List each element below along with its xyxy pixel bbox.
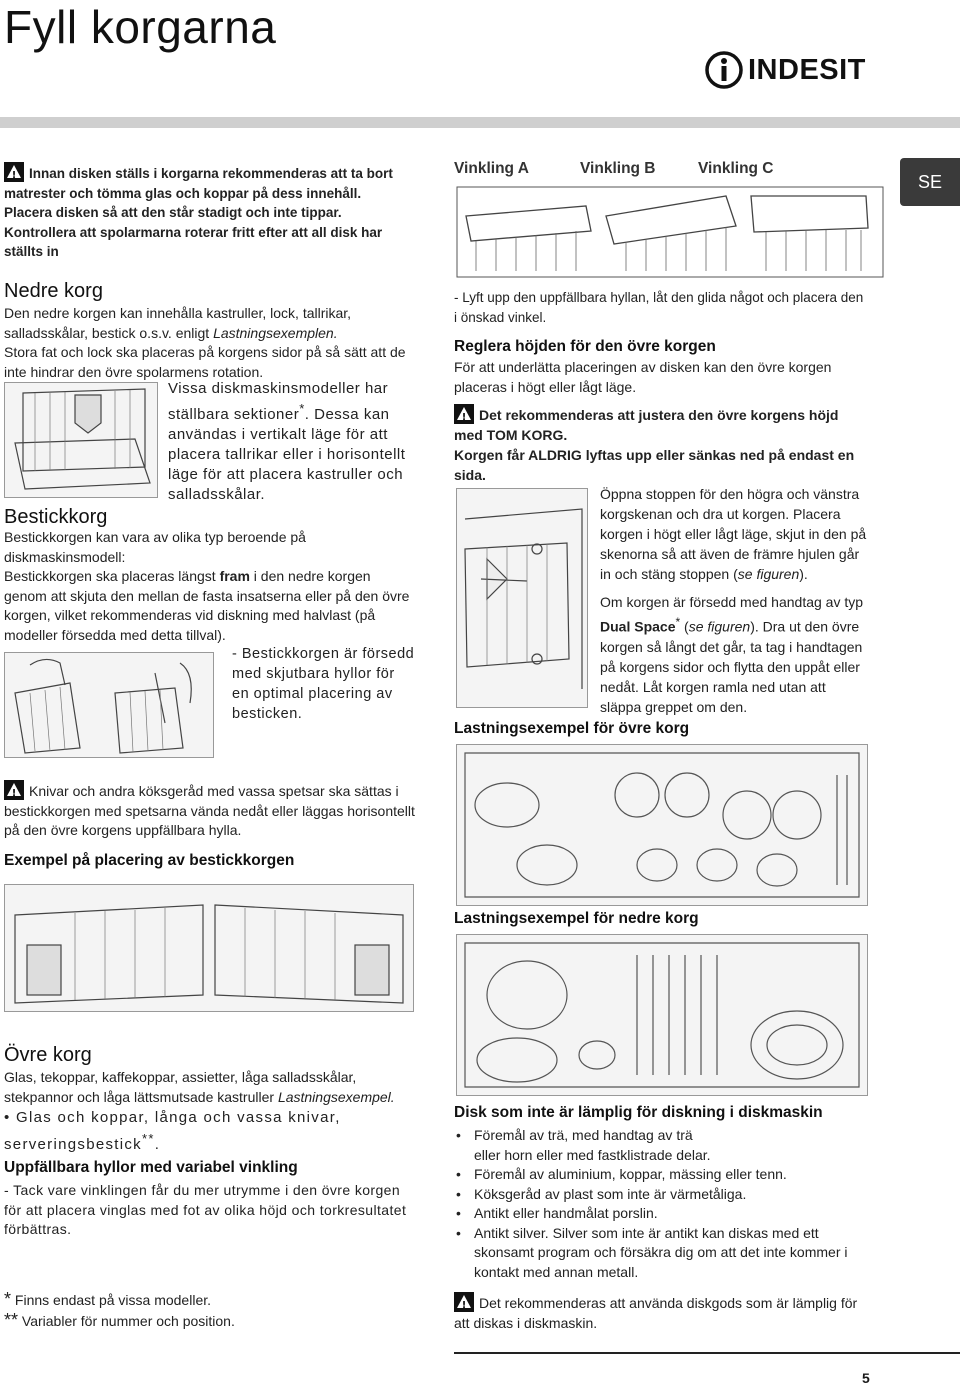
section-heading-last-ovre: Lastningsexempel för övre korg (454, 720, 690, 737)
footnotes (4, 1290, 416, 1331)
list-item: • Föremål av trä, med handtag av trä (454, 1126, 868, 1146)
footnote-2: Variabler för nummer och position. (18, 1312, 235, 1329)
bestick-p3: - Bestickkorgen är försedd med skjutbara hyllor för en optimal placering av besticken. (232, 646, 415, 722)
dual-bold: Dual Space (600, 618, 676, 635)
basket-height-figure (456, 488, 588, 708)
angle-label-a: Vinkling A (454, 160, 529, 177)
angle-label-b: Vinkling B (580, 160, 656, 177)
ovre-korg-text (4, 1068, 416, 1155)
header-bar (0, 117, 960, 128)
page-title: Fyll korgarna (4, 1, 277, 53)
intro-warning: Innan disken ställs i korgarna rekommenderas att ta bort matrester och tömma glas och koppar på dess innehåll. (4, 166, 393, 201)
upper-loading-figure (456, 744, 868, 906)
list-item: • Köksgeråd av plast som inte är värmetåliga. (454, 1185, 868, 1205)
aldrig-text: Korgen får ALDRIG lyftas upp eller sänkas ned på endast en sida. (454, 447, 855, 483)
list-item: • Antikt silver. Silver som inte är antikt kan diskas med ett skonsamt program och försäkra dig om att det inte kommer i kontakt med annan metall. (454, 1224, 868, 1283)
dual-text: Om korgen är försedd med handtag av typ (600, 594, 864, 610)
ovre-bullet-star: ** (141, 1131, 155, 1146)
bestick-p1: Bestickkorgen kan vara av olika typ beroende på diskmaskinsmodell: (4, 529, 306, 565)
warning-icon (454, 404, 474, 424)
intro-line-3: Kontrollera att spolarmarna roterar fritt efter att all disk har ställts in (4, 224, 383, 259)
warning-icon (454, 1292, 474, 1312)
nedre-p1-italic: Lastningsexemplen. (213, 324, 338, 341)
section-heading-bestickkorg: Bestickkorg (4, 506, 108, 528)
section-heading-disk: Disk som inte är lämplig för diskning i diskmaskin (454, 1104, 823, 1121)
cutlery-basket-figure (4, 652, 214, 758)
intro-block (4, 162, 416, 262)
section-heading-exempel: Exempel på placering av bestickkorgen (4, 852, 295, 869)
list-item: • Antikt eller handmålat porslin. (454, 1204, 868, 1224)
bestick-p2: Bestickkorgen ska placeras längst (4, 568, 220, 584)
ovre-p1-italic: Lastningsexempel. (277, 1088, 395, 1105)
right-lyft: - Lyft upp den uppfällbara hyllan, låt den glida något och placera den i önskad vinkel. (454, 290, 864, 325)
section-heading-nedre-korg: Nedre korg (4, 280, 103, 302)
brand-logo (704, 48, 870, 92)
warn-diskgods: Det rekommenderas att använda diskgods som är lämplig för att diskas i diskmaskin. (454, 1295, 858, 1331)
dual-star: * (675, 615, 681, 629)
ovre-bullet: • Glas och koppar, långa och vassa knivar, serveringsbestick (4, 1109, 341, 1153)
reglera-p: För att underlätta placeringen av disken kan den övre korgen placeras i högt eller lågt läge. (454, 359, 832, 395)
nedre-korg-text (4, 304, 416, 382)
warning-icon (4, 780, 24, 800)
disk-list-block (454, 1126, 868, 1282)
ovre-p1: Glas, tekoppar, kaffekoppar, assietter, låga salladsskålar, stekpannor och låga lättsmutsade kastruller (4, 1069, 357, 1105)
warn-tom-korg: Det rekommenderas att justera den övre korgens höjd med TOM KORG. (454, 407, 839, 443)
footnote-1-mark: * (4, 1289, 12, 1309)
dual-space-block (600, 592, 868, 717)
unsuitable-list (454, 1126, 868, 1282)
bestickkorg-text (4, 528, 416, 645)
oppna-end: ). (799, 566, 808, 582)
reglera-text (454, 358, 868, 397)
footnote-2-mark: ** (4, 1309, 19, 1330)
diskgods-warning-block (454, 1292, 868, 1333)
indesit-i-icon (704, 48, 744, 92)
angle-label-c: Vinkling C (698, 160, 774, 177)
uppfallbara-p1: - Tack vare vinklingen får du mer utrymme i den övre korgen för att placera vinglas med fot av olika höjd och torkresultatet förbättras. (4, 1182, 407, 1237)
ovre-bullet-end: . (154, 1136, 161, 1153)
nedre-p3-b: . Dessa kan användas i vertikalt läge för att placera tallrikar eller i horisontellt läge för att placera kastruller och salladsskålar. (168, 406, 406, 503)
nedre-p3-star: * (299, 401, 305, 416)
footnote-1: Finns endast på vissa modeller. (11, 1292, 212, 1308)
nedre-p3-block (168, 379, 416, 505)
brand-name: INDESIT (748, 54, 866, 86)
footer-rule (454, 1352, 960, 1354)
intro-line-2: Placera disken så att den står stadigt och inte tippar. (4, 205, 342, 220)
lower-basket-figure (4, 382, 158, 498)
dual-rest: ). Dra ut den övre korgen så långt det går, ta tag i handtagen på korgens sidor och flytta den uppåt eller nedåt. Låt korgen ramla ned utan att släppa greppet om den. (600, 618, 863, 715)
oppna-text: Öppna stoppen för den högra och vänstra korgskenan och dra ut korgen. Placera korgen i högt eller lågt läge, skjut in den på skenorna så att även de främre hjulen går in och stäng stoppen ( (600, 486, 867, 582)
list-item-cont: eller horn eller med fastklistrade delar. (474, 1146, 711, 1163)
nedre-p1: Den nedre korgen kan innehålla kastruller, lock, tallrikar, salladsskålar, bestick o.s.v. enligt (4, 305, 352, 341)
list-item: • Föremål av aluminium, koppar, mässing eller tenn. (454, 1165, 868, 1185)
section-heading-ovre-korg: Övre korg (4, 1044, 92, 1066)
dual-italic: se figuren (688, 618, 751, 635)
dual-open: ( (680, 618, 689, 635)
bestick-p2-bold: fram (219, 568, 250, 584)
bestick-p2-b: i den nedre korgen genom att skjuta den mellan de fasta insatserna eller på den övre korgen, vilket rekommenderas vid diskning med halvlast (på modeller försedda med detta tillval). (4, 568, 410, 643)
section-heading-uppfallbara: Uppfällbara hyllor med variabel vinkling (4, 1159, 298, 1176)
bestick-p3-block (232, 644, 416, 724)
cutlery-placement-figure (4, 884, 414, 1012)
knives-warning-block (4, 780, 416, 841)
section-heading-last-nedre: Lastningsexempel för nedre korg (454, 910, 699, 927)
nedre-p2: Stora fat och lock ska placeras på korgens sidor på så sätt att de inte hindrar den övre spolarmens rotation. (4, 344, 406, 380)
oppna-italic: se figuren (737, 566, 800, 582)
knives-warning: Knivar och andra köksgeråd med vassa spetsar ska sättas i bestickkorgen med spetsarna vända nedåt eller läggas horisontellt på den övre korgens uppfällbara hylla. (4, 783, 415, 838)
right-lyft-block (454, 288, 868, 328)
language-tab: SE (900, 158, 960, 206)
uppfallbara-text (4, 1181, 416, 1240)
tom-korg-block (454, 404, 868, 485)
lower-loading-figure (456, 934, 868, 1096)
nedre-p3: Vissa diskmaskinsmodeller har ställbara sektioner (168, 380, 389, 423)
warning-icon (4, 162, 24, 182)
oppna-block (600, 484, 868, 584)
section-heading-reglera: Reglera höjden för den övre korgen (454, 338, 716, 355)
angle-illustration (456, 186, 884, 278)
page-number: 5 (862, 1370, 870, 1386)
